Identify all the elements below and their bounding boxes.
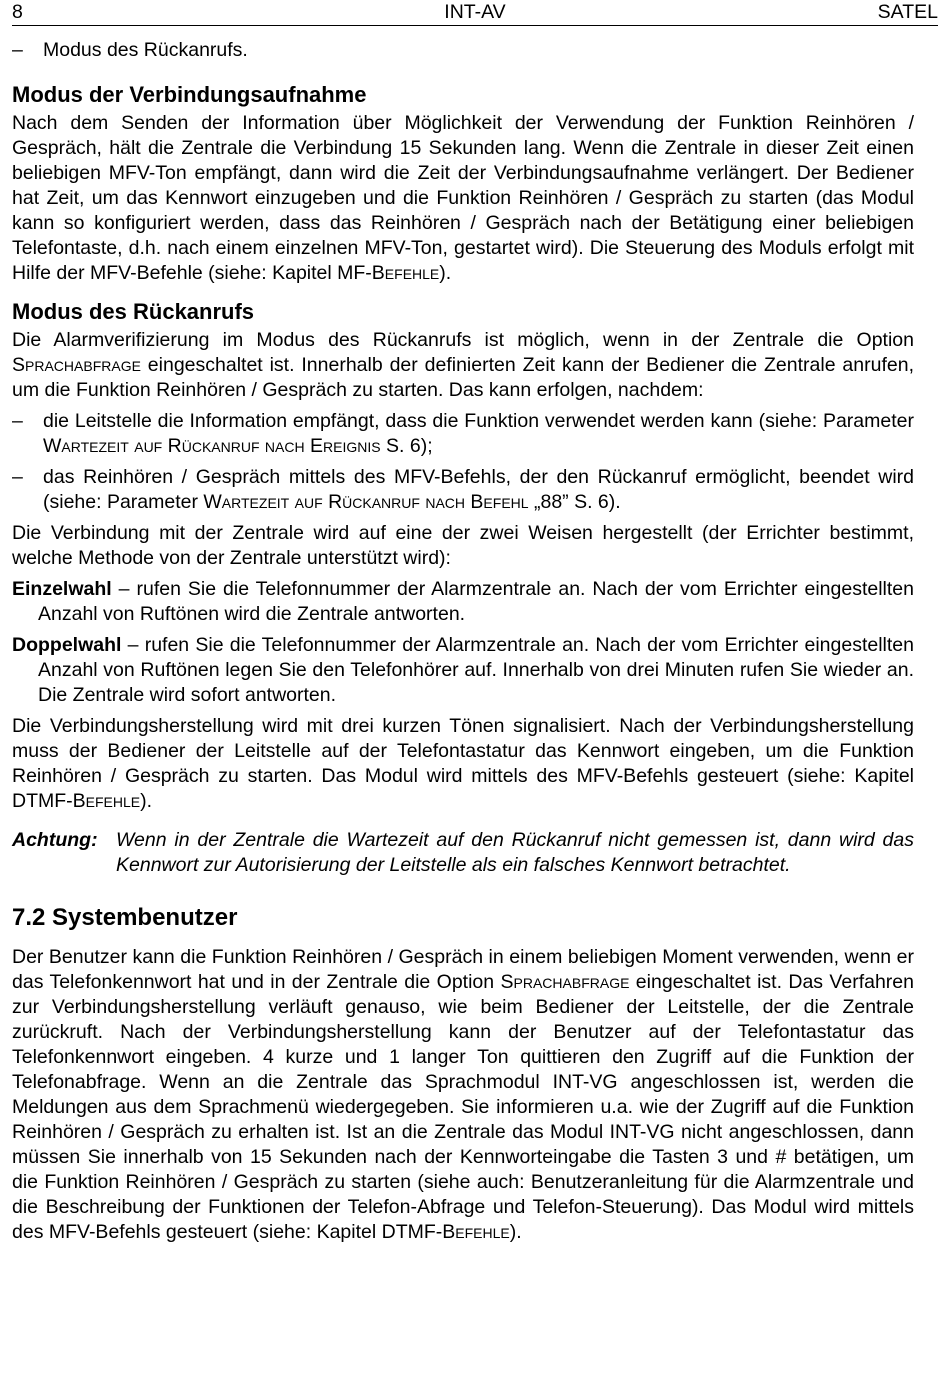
definition-term: Doppelwahl [12, 634, 122, 656]
section-heading-callback-mode: Modus des Rückanrufs [12, 299, 255, 324]
paragraph: Der Benutzer kann die Funktion Reinhören / Gespräch in einem beliebigen Moment verwenden, wenn er das Telefonkennwort hat und in der Zentrale die Option Sprachabfrage eingeschaltet ist. Das Verfahren zur Verbindungsherstellung verläuft genauso, wie beim Bediener der Leitstelle, der die Zentrale zurückruft. Nach der Verbindungsherstellung kann der Benutzer auf der Telefontastatur das Telefonkennwort eingeben. 4 kurze und 1 langer Ton quittieren den Zugriff auf die Funktion der Telefonabfrage. Wenn an die Zentrale das Sprachmodul INT-VG angeschlossen ist, werden die Meldungen aus dem Sprachmenü wiedergegeben. Sie informieren u.a. wie der Zugriff auf die Funktion Reinhören / Gespräch zu erhalten ist. Ist an die Zentrale das Modul INT-VG nicht angeschlossen, dann müssen Sie innerhalb von 15 Sekunden nach der Kennworteingabe die Tasten 3 und # betätigen, um die Funktion Reinhören / Gespräch zu starten (siehe auch: Benutzeranleitung für die Alarmzentrale und die Beschreibung der Funktionen der Telefon-Abfrage und Telefon-Steuerung). Das Modul wird mittels des MFV-Befehls gesteuert (siehe: Kapitel DTMF-Befehle). [12, 946, 914, 1243]
paragraph: Nach dem Senden der Information über Möglichkeit der Verwendung der Funktion Reinhören / Gespräch, hält die Zentrale die Verbindung 15 Sekunden lang. Wenn die Zentrale in dieser Zeit einen beliebigen MFV-Ton empfängt, dann wird die Zeit der Verbindungsaufnahme verlängert. Der Bediener hat Zeit, um das Kennwort einzugeben und die Funktion Reinhören / Gespräch zu starten (das Modul kann so konfiguriert werden, dass das Reinhören / Gespräch nach der Betätigung einer beliebigen Telefontaste, d.h. nach einem einzelnen MFV-Ton, gestartet wird). Die Steuerung des Moduls erfolgt mit Hilfe der MFV-Befehle (siehe: Kapitel MF-Befehle). [12, 112, 914, 284]
dash-bullet: – [12, 39, 23, 61]
definition-item: Einzelwahl – rufen Sie die Telefonnummer der Alarmzentrale an. Nach der vom Errichter eingestellten Anzahl von Ruftönen wird die Zentrale antworten. [12, 578, 914, 625]
header-title: INT-AV [444, 1, 506, 23]
list-item: – Modus des Rückanrufs. [12, 39, 248, 61]
dash-bullet: – [12, 466, 23, 488]
list-item: – die Leitstelle die Information empfängt, dass die Funktion verwendet werden kann (siehe: Parameter Wartezeit auf Rückanruf nach Ereignis S. 6); [12, 410, 914, 457]
list-item: – das Reinhören / Gespräch mittels des MFV-Befehls, der den Rückanruf ermöglicht, beendet wird (siehe: Parameter Wartezeit auf Rückanruf nach Befehl „88” S. 6). [12, 466, 914, 513]
header-brand: SATEL [877, 1, 938, 23]
page-number: 8 [12, 1, 23, 23]
note-label: Achtung: [12, 829, 98, 851]
definition-item: Doppelwahl – rufen Sie die Telefonnummer der Alarmzentrale an. Nach der vom Errichter eingestellten Anzahl von Ruftönen legen Sie den Telefonhörer auf. Innerhalb von drei Minuten rufen Sie wieder an. Die Zentrale wird sofort antworten. [12, 634, 914, 706]
paragraph: Die Alarmverifizierung im Modus des Rückanrufs ist möglich, wenn in der Zentrale die Option Sprachabfrage eingeschaltet ist. Innerhalb der definierten Zeit kann der Bediener die Zentrale anrufen, um die Funktion Reinhören / Gespräch zu starten. Das kann erfolgen, nachdem: [12, 329, 914, 401]
note-text: Wenn in der Zentrale die Wartezeit auf den Rückanruf nicht gemessen ist, dann wird das Kennwort zur Autorisierung der Leitstelle als ein falsches Kennwort betrachtet. [116, 829, 914, 876]
note-block [12, 828, 914, 878]
section-heading-system-users: 7.2 Systembenutzer [12, 904, 238, 931]
paragraph: Die Verbindung mit der Zentrale wird auf eine der zwei Weisen hergestellt (der Errichter bestimmt, welche Methode von der Zentrale unterstützt wird): [12, 522, 914, 569]
page-content [12, 38, 914, 1245]
page-header [12, 0, 938, 26]
definition-term: Einzelwahl [12, 578, 112, 600]
paragraph: Die Verbindungsherstellung wird mit drei kurzen Tönen signalisiert. Nach der Verbindungsherstellung muss der Bediener der Leitstelle auf der Telefontastatur das Kennwort eingeben, um die Funktion Reinhören / Gespräch zu starten. Das Modul wird mittels des MFV-Befehls gesteuert (siehe: Kapitel DTMF-Befehle). [12, 715, 914, 812]
dash-bullet: – [12, 410, 23, 432]
section-heading-connection-mode: Modus der Verbindungsaufnahme [12, 82, 367, 107]
